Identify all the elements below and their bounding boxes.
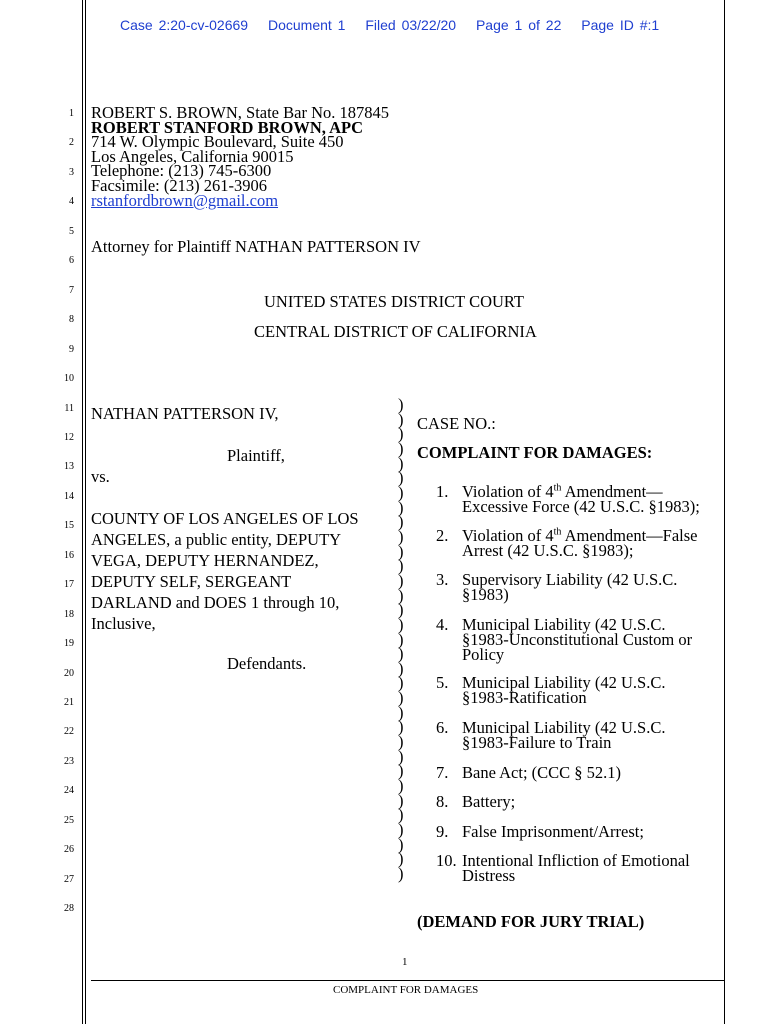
footer-rule — [91, 980, 725, 981]
line-number: 5 — [69, 225, 74, 237]
claim-item: 10. Intentional Infliction of Emotional Distress — [436, 851, 690, 885]
defendants-line: DARLAND and DOES 1 through 10, — [91, 593, 340, 612]
attorney-for-line: Attorney for Plaintiff NATHAN PATTERSON IV — [91, 237, 421, 256]
court-name-line-2: CENTRAL DISTRICT OF CALIFORNIA — [254, 322, 537, 341]
line-number: 17 — [64, 579, 74, 591]
jury-demand: (DEMAND FOR JURY TRIAL) — [417, 912, 645, 931]
claim-item: 1. Violation of 4th Amendment— Excessive Force (42 U.S.C. §1983); — [436, 482, 700, 516]
line-number: 8 — [69, 314, 74, 326]
attorney-name: ROBERT S. BROWN, State Bar No. 187845 — [91, 103, 389, 122]
line-number: 26 — [64, 844, 74, 856]
line-number: 19 — [64, 638, 74, 650]
left-margin-rule-inner — [85, 0, 86, 1024]
email-link[interactable]: rstanfordbrown@gmail.com — [91, 190, 279, 210]
line-number: 18 — [64, 608, 74, 620]
line-number: 13 — [64, 461, 74, 473]
line-number: 23 — [64, 755, 74, 767]
claim-item: 4. Municipal Liability (42 U.S.C. §1983-Unconstitutional Custom or Policy — [436, 615, 693, 664]
claim-item: 6. Municipal Liability (42 U.S.C. §1983-Failure to Train — [436, 718, 666, 752]
address-line-2: Los Angeles, California 90015 — [91, 146, 294, 166]
line-number: 7 — [69, 284, 74, 296]
address-line-1: 714 W. Olympic Boulevard, Suite 450 — [91, 132, 344, 152]
telephone: Telephone: (213) 745-6300 — [91, 161, 272, 181]
filing-header-stamp — [120, 17, 673, 33]
defendants-line: ANGELES, a public entity, DEPUTY — [91, 530, 342, 549]
case-number-stamp: Case 2:20-cv-02669 — [120, 17, 249, 33]
plaintiff-name: NATHAN PATTERSON IV, — [91, 404, 279, 423]
court-name-line-1: UNITED STATES DISTRICT COURT — [264, 292, 525, 311]
complaint-title: COMPLAINT FOR DAMAGES: — [417, 443, 653, 462]
caption-parentheses: ) ) ) ) ) ) ) ) ) ) ) ) ) ) ) ) ) ) ) ) ) ) ) ) ) ) ) ) ) ) ) ) ) — [398, 395, 404, 883]
defendants-line: VEGA, DEPUTY HERNANDEZ, — [91, 551, 319, 570]
line-number: 1 — [69, 108, 74, 119]
page-id-stamp: Page ID #:1 — [581, 17, 660, 33]
line-number: 16 — [64, 549, 74, 561]
facsimile: Facsimile: (213) 261-3906 — [91, 175, 267, 195]
attorney-block — [91, 103, 389, 210]
claim-item: 9. False Imprisonment/Arrest; — [436, 822, 644, 841]
defendants-line: DEPUTY SELF, SERGEANT — [91, 572, 292, 591]
right-margin-rule — [724, 0, 725, 1024]
line-number: 27 — [64, 873, 74, 885]
line-number: 3 — [69, 166, 74, 178]
case-number-label: CASE NO.: — [417, 414, 496, 433]
line-number: 6 — [69, 255, 74, 267]
line-number: 9 — [69, 343, 74, 355]
claim-item: 2. Violation of 4th Amendment—False Arrest (42 U.S.C. §1983); — [436, 526, 698, 560]
claim-item: 7. Bane Act; (CCC § 52.1) — [436, 763, 622, 782]
claim-item: 5. Municipal Liability (42 U.S.C. §1983-Ratification — [436, 673, 666, 707]
claim-item: 8. Battery; — [436, 792, 516, 811]
line-number: 2 — [69, 137, 74, 149]
plaintiff-label: Plaintiff, — [227, 446, 285, 465]
line-number: 10 — [64, 373, 74, 385]
claim-item: 3. Supervisory Liability (42 U.S.C. §1983) — [436, 570, 678, 604]
line-number: 25 — [64, 814, 74, 826]
line-number: 28 — [64, 903, 74, 915]
versus: vs. — [91, 467, 110, 486]
line-number: 12 — [64, 431, 74, 443]
line-number: 11 — [64, 402, 74, 414]
document-number-stamp: Document 1 — [267, 17, 346, 33]
defendants-line: COUNTY OF LOS ANGELES OF LOS — [91, 509, 359, 528]
line-number: 24 — [64, 785, 74, 797]
left-margin-rule-outer — [82, 0, 83, 1024]
footer-title: COMPLAINT FOR DAMAGES — [333, 984, 479, 996]
defendants-line: Inclusive, — [91, 614, 156, 633]
page-count-stamp: Page 1 of 22 — [475, 17, 562, 33]
line-number: 4 — [69, 196, 74, 208]
page-number: 1 — [402, 956, 408, 968]
defendants-block — [91, 508, 359, 634]
line-number: 20 — [64, 667, 74, 679]
line-number: 21 — [64, 697, 74, 708]
filed-date-stamp: Filed 03/22/20 — [365, 17, 457, 33]
firm-name: ROBERT STANFORD BROWN, APC — [91, 117, 364, 137]
line-number: 14 — [64, 490, 74, 502]
line-number: 15 — [64, 520, 74, 532]
defendants-label: Defendants. — [227, 654, 307, 673]
line-number: 22 — [64, 726, 74, 738]
